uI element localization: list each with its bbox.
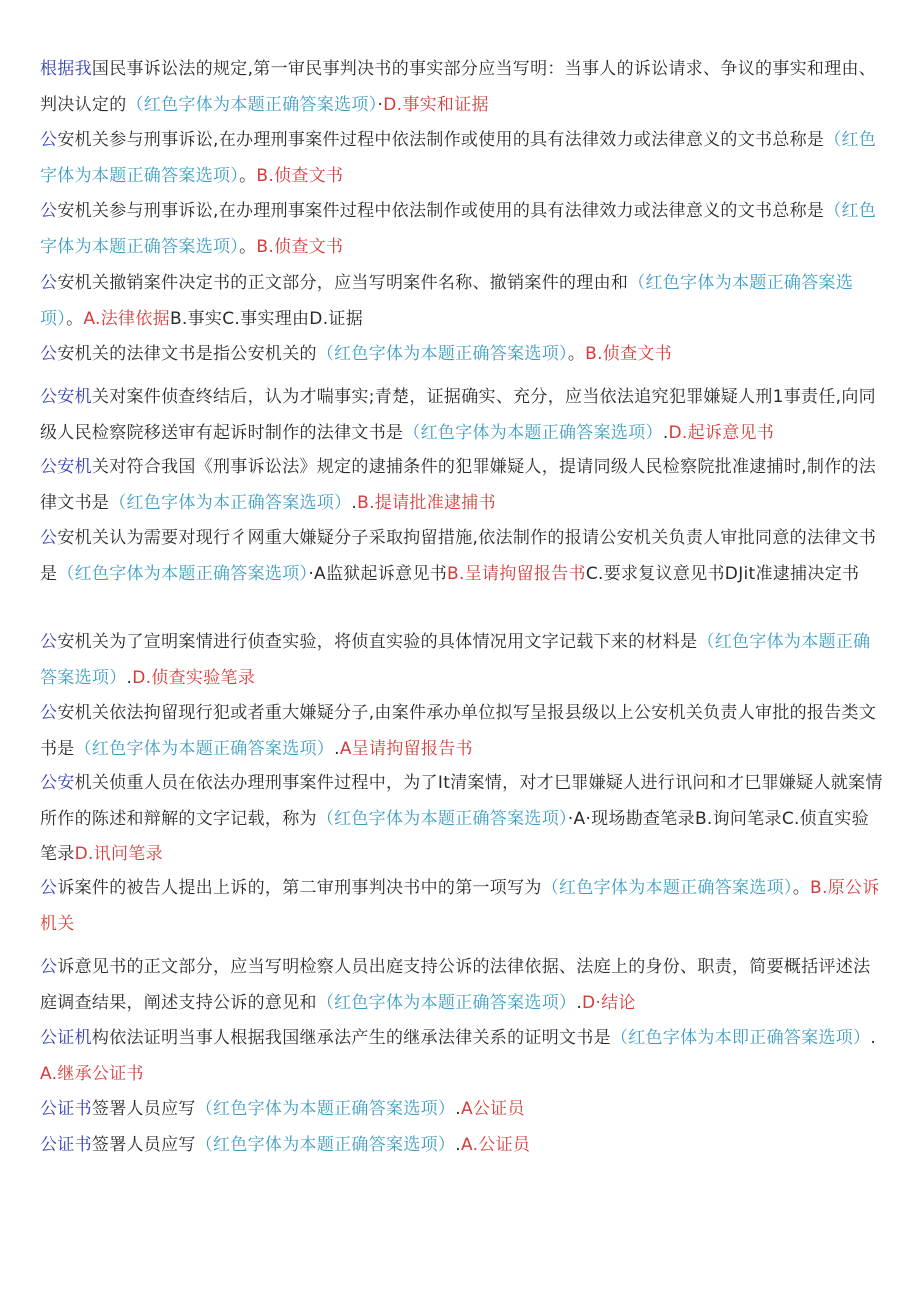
question-text: 签署人员应写	[91, 1099, 196, 1119]
question-connector: .	[351, 492, 358, 513]
answer-hint: （红色字体为本题正确答案选项）	[40, 201, 877, 257]
question-connector: ·A监狱起诉意见书	[308, 563, 448, 584]
correct-answer: A.公证员	[460, 1135, 531, 1155]
other-options: B.事实C.事实理由D.证据	[169, 308, 364, 329]
question-text: 安机关依法拘留现行犯或者重大嫌疑分子,由案件承办单位拟写呈报县级以上公安机关负责人审批的报告类文书是	[40, 703, 877, 759]
answer-hint: （红色字体为本即正确答案选项）	[610, 1028, 871, 1048]
answer-hint: （红色字体为本题正确答案选项）	[316, 344, 568, 364]
other-options: C.要求复议意见书DJit准逮捕决定书	[585, 563, 860, 584]
correct-answer: A.继承公证书	[40, 1063, 144, 1084]
correct-answer: A公证员	[460, 1099, 525, 1119]
answer-hint: （红色字体为本题正确答案选项）	[195, 1099, 456, 1119]
question-connector: .	[455, 1099, 461, 1119]
question-item	[40, 450, 885, 521]
question-lead: 公证书	[40, 1099, 92, 1119]
answer-hint: （红色字体为本题正确答案选项）	[541, 878, 793, 898]
correct-answer: B.侦查文书	[585, 344, 672, 364]
question-item	[40, 871, 885, 942]
question-connector: .	[870, 1028, 877, 1048]
question-text: 诉意见书的正文部分，应当写明检察人员出庭支持公诉的法律依据、法庭上的身份、职责，简要概括评述法庭调查结果，阐述支持公诉的意见和	[40, 957, 871, 1013]
correct-answer: D.侦查实验笔录	[132, 667, 256, 688]
answer-hint: （红色字体为本题正确答案选项）	[40, 130, 877, 186]
question-item	[40, 337, 885, 373]
correct-answer: B.原公诉机关	[40, 878, 880, 934]
question-item	[40, 521, 885, 592]
question-lead: 公安机	[40, 457, 92, 477]
question-text: 诉案件的被告人提出上诉的，第二审刑事判决书中的第一项写为	[57, 878, 542, 898]
question-lead: 公	[40, 201, 58, 221]
correct-answer: D·结论	[582, 992, 636, 1013]
question-text: 机关侦重人员在依法办理刑事案件过程中，为了It清案情，对才巳罪嫌疑人进行讯问和才巳罪嫌疑人就案情所作的陈述和辩解的文字记载，称为	[40, 773, 883, 829]
question-connector: 。	[792, 878, 811, 898]
question-item	[40, 266, 885, 337]
question-connector: 。	[66, 308, 84, 329]
question-lead: 公	[40, 632, 58, 652]
question-lead: 公	[40, 528, 58, 548]
correct-answer: A呈请拘留报告书	[339, 738, 473, 759]
question-lead: 公	[40, 273, 58, 293]
question-item	[40, 1128, 885, 1164]
correct-answer: B.呈请拘留报告书	[447, 563, 586, 584]
question-text: 签署人员应写	[91, 1135, 196, 1155]
question-text: 安机关参与刑事诉讼,在办理刑事案件过程中依法制作或使用的具有法律效力或法律意义的文书总称是	[57, 201, 825, 221]
answer-hint: （红色字体为本题正确答案选项）	[195, 1135, 456, 1155]
question-text: 国民事诉讼法的规定,第一审民事判决书的事实部分应当写明：当事人的诉讼请求、争议的事实和理由、判决认定的	[40, 59, 877, 115]
question-connector: .	[334, 738, 340, 759]
question-connector: .	[662, 422, 669, 443]
answer-hint: （红色字体为本正确答案选项）	[109, 492, 352, 513]
correct-answer: A.法律依据	[83, 308, 170, 329]
question-item	[40, 625, 885, 696]
correct-answer: B.侦查文书	[256, 236, 344, 257]
question-item	[40, 766, 885, 873]
correct-answer: D.起诉意见书	[668, 422, 775, 443]
question-text: 关对符合我国《刑事诉讼法》规定的逮捕条件的犯罪嫌疑人，提请同级人民检察院批准逮捕时,制作的法律文书是	[40, 457, 877, 513]
question-item	[40, 950, 885, 1021]
question-text: 安机关撤销案件决定书的正文部分，应当写明案件名称、撤销案件的理由和	[57, 273, 629, 293]
question-connector: .	[576, 992, 583, 1013]
question-lead: 公证书	[40, 1135, 92, 1155]
question-text: 安机关为了宣明案情进行侦查实验，将侦直实验的具体情况用文字记载下来的材料是	[57, 632, 698, 652]
question-item	[40, 194, 885, 265]
question-lead: 公	[40, 703, 58, 723]
question-text: 关对案件侦查终结后，认为才喘事实;青楚，证据确实、充分，应当依法追究犯罪嫌疑人刑1事责任,向同级人民检察院移送审有起诉时制作的法律文书是	[40, 387, 876, 443]
question-item	[40, 1021, 885, 1092]
question-item	[40, 380, 885, 451]
question-item	[40, 1092, 885, 1128]
question-lead: 根据我	[40, 59, 92, 79]
question-text: 安机关认为需要对现行彳网重大嫌疑分子采取拘留措施,依法制作的报请公安机关负责人审批同意的法律文书是	[40, 528, 877, 584]
question-connector: ·	[377, 94, 384, 115]
question-lead: 公安	[40, 773, 75, 793]
question-connector: ·A·现场勘查笔录B.询问笔录C.侦直实验笔录	[40, 808, 869, 864]
question-text: 安机关的法律文书是指公安机关的	[57, 344, 317, 364]
answer-hint: （红色字体为本题正确答案选项）	[403, 422, 663, 443]
correct-answer: B.提请批准逮捕书	[357, 492, 496, 513]
question-lead: 公证机	[40, 1028, 92, 1048]
question-text: 构依法证明当事人根据我国继承法产生的继承法律关系的证明文书是	[91, 1028, 611, 1048]
question-text: 安机关参与刑事诉讼,在办理刑事案件过程中依法制作或使用的具有法律效力或法律意义的文书总称是	[57, 130, 825, 150]
question-lead: 公	[40, 130, 58, 150]
answer-hint: （红色字体为本题正确答案选项）	[316, 992, 577, 1013]
question-item	[40, 696, 885, 767]
question-connector: 。	[239, 236, 257, 257]
answer-hint: （红色字体为本题正确答案选项）	[40, 273, 854, 329]
question-connector: .	[126, 667, 133, 688]
answer-hint: （红色字体为本题正确答案选项）	[40, 632, 871, 688]
answer-hint: （红色字体为本题正确答案选项）	[57, 563, 309, 584]
question-connector: .	[455, 1135, 461, 1155]
question-connector: 。	[239, 165, 257, 186]
question-lead: 公	[40, 957, 58, 977]
correct-answer: D.讯问笔录	[74, 844, 163, 864]
question-item	[40, 52, 885, 123]
answer-hint: （红色字体为本题正确答案选项）	[126, 94, 378, 115]
correct-answer: D.事实和证据	[383, 94, 489, 115]
question-connector: 。	[567, 344, 586, 364]
answer-hint: （红色字体为本题正确答案选项）	[316, 808, 568, 829]
question-lead: 公安机	[40, 387, 92, 407]
question-lead: 公	[40, 344, 58, 364]
correct-answer: B.侦查文书	[256, 165, 344, 186]
question-item	[40, 123, 885, 194]
answer-hint: （红色字体为本题正确答案选项）	[74, 738, 335, 759]
question-lead: 公	[40, 878, 58, 898]
